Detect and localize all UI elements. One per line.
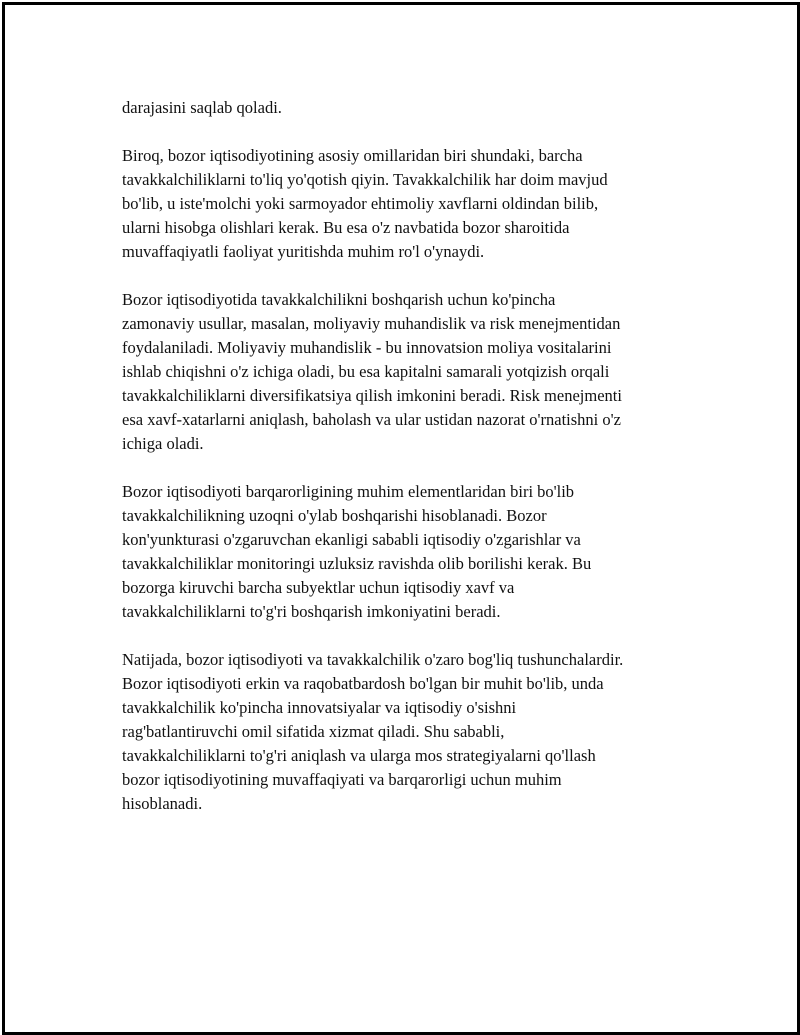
text-line: tavakkalchilikning uzoqni o'ylab boshqarishi hisoblanadi. Bozor: [122, 506, 547, 525]
text-line: Biroq, bozor iqtisodiyotining asosiy omillaridan biri shundaki, barcha: [122, 146, 583, 165]
text-line: esa xavf-xatarlarni aniqlash, baholash va ular ustidan nazorat o'rnatishni o'z: [122, 410, 621, 429]
text-line: ishlab chiqishni o'z ichiga oladi, bu esa kapitalni samarali yotqizish orqali: [122, 362, 610, 381]
text-line: Bozor iqtisodiyoti barqarorligining muhim elementlaridan biri bo'lib: [122, 482, 575, 501]
text-line: zamonaviy usullar, masalan, moliyaviy muhandislik va risk menejmentidan: [122, 314, 621, 333]
text-line: bozorga kiruvchi barcha subyektlar uchun iqtisodiy xavf va: [122, 578, 515, 597]
text-line: tavakkalchiliklar monitoringi uzluksiz ravishda olib borilishi kerak. Bu: [122, 554, 592, 573]
text-line: ichiga oladi.: [122, 434, 204, 453]
text-line: tavakkalchiliklarni to'g'ri boshqarish imkoniyatini beradi.: [122, 602, 501, 621]
text-line: Bozor iqtisodiyoti erkin va raqobatbardosh bo'lgan bir muhit bo'lib, unda: [122, 674, 604, 693]
paragraph-3: [122, 288, 702, 456]
text-line: muvaffaqiyatli faoliyat yuritishda muhim ro'l o'ynaydi.: [122, 242, 485, 261]
text-line: Natijada, bozor iqtisodiyoti va tavakkalchilik o'zaro bog'liq tushunchalardir.: [122, 650, 624, 669]
document-body: [122, 96, 702, 840]
text-line: tavakkalchiliklarni diversifikatsiya qilish imkonini beradi. Risk menejmenti: [122, 386, 622, 405]
page-frame: [2, 2, 800, 1035]
text-line: tavakkalchiliklarni to'g'ri aniqlash va ularga mos strategiyalarni qo'llash: [122, 746, 596, 765]
text-line: rag'batlantiruvchi omil sifatida xizmat qiladi. Shu sababli,: [122, 722, 505, 741]
paragraph-5: [122, 648, 702, 816]
paragraph-2: [122, 144, 702, 264]
text-line: darajasini saqlab qoladi.: [122, 98, 282, 117]
text-line: Bozor iqtisodiyotida tavakkalchilikni boshqarish uchun ko'pincha: [122, 290, 556, 309]
text-line: foydalaniladi. Moliyaviy muhandislik - bu innovatsion moliya vositalarini: [122, 338, 612, 357]
text-line: ularni hisobga olishlari kerak. Bu esa o'z navbatida bozor sharoitida: [122, 218, 570, 237]
text-line: bo'lib, u iste'molchi yoki sarmoyador ehtimoliy xavflarni oldindan bilib,: [122, 194, 599, 213]
text-line: tavakkalchiliklarni to'liq yo'qotish qiyin. Tavakkalchilik har doim mavjud: [122, 170, 608, 189]
text-line: tavakkalchilik ko'pincha innovatsiyalar va iqtisodiy o'sishni: [122, 698, 517, 717]
paragraph-4: [122, 480, 702, 624]
text-line: bozor iqtisodiyotining muvaffaqiyati va barqarorligi uchun muhim: [122, 770, 562, 789]
paragraph-1: [122, 96, 702, 120]
text-line: kon'yunkturasi o'zgaruvchan ekanligi sababli iqtisodiy o'zgarishlar va: [122, 530, 581, 549]
text-line: hisoblanadi.: [122, 794, 203, 813]
